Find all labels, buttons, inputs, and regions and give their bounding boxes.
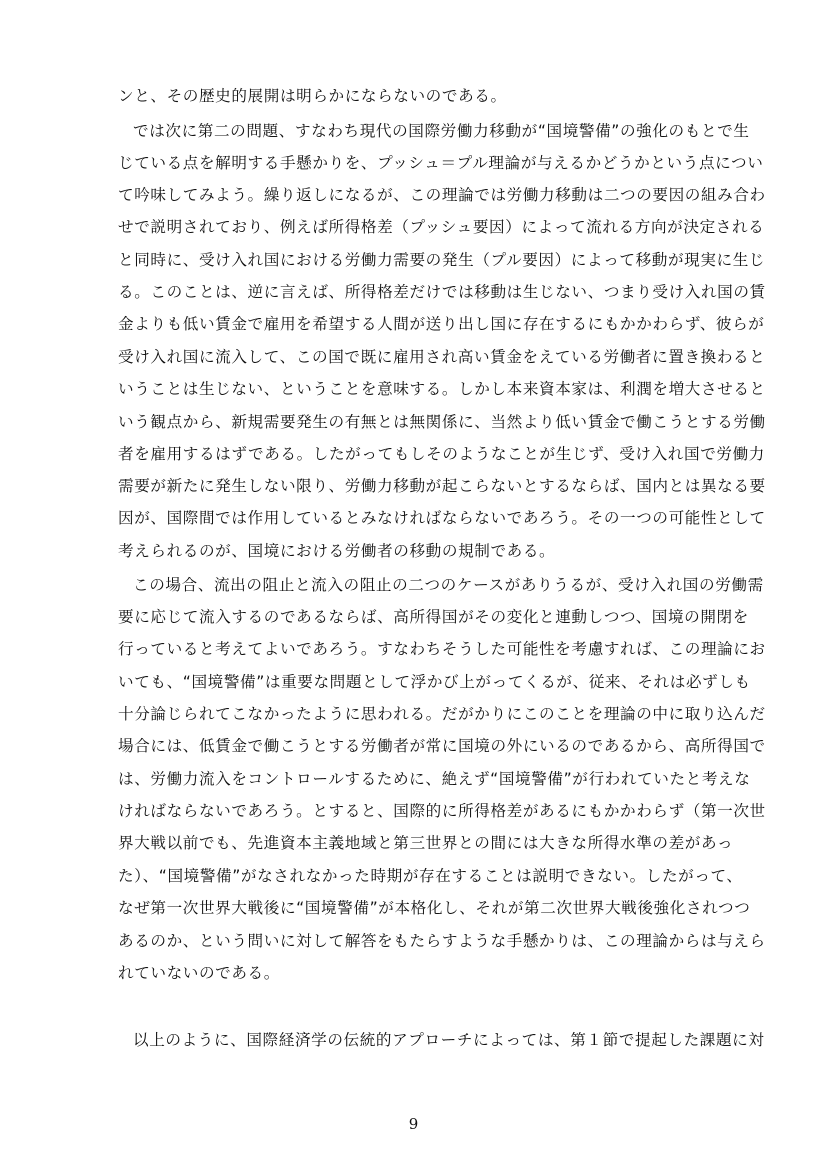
text-line: なぜ第一次世界大戦後に“国境警備”が本格化し、それが第二次世界大戦後強化されつつ — [118, 899, 751, 917]
text-line: 行っていると考えてよいであろう。すなわちそうした可能性を考慮すれば、この理論にお — [118, 640, 766, 658]
text-line: 界大戦以前でも、先進資本主義地域と第三世界との間には大きな所得水準の差があっ — [118, 834, 734, 852]
text-line: 金よりも低い賃金で雇用を希望する人間が送り出し国に存在するにもかかわらず、彼らが — [118, 315, 765, 333]
text-line: れていないのである。 — [118, 964, 280, 982]
text-line: る。このことは、逆に言えば、所得格差だけでは移動は生じない、つまり受け入れ国の賃 — [118, 283, 766, 301]
text-line: て吟味してみよう。繰り返しになるが、この理論では労働力移動は二つの要因の組み合わ — [118, 186, 766, 204]
text-line: た）、“国境警備”がなされなかった時期が存在することは説明できない。したがって、 — [118, 867, 743, 885]
paragraph-start-line: 以上のように、国際経済学の伝統的アプローチによっては、第１節で提起した課題に対 — [133, 1031, 765, 1049]
paragraph-start-line: では次に第二の問題、すなわち現代の国際労働力移動が“国境警備”の強化のもとで生 — [133, 122, 750, 140]
text-line: 需要が新たに発生しない限り、労働力移動が起こらないとするならば、国内とは異なる要 — [118, 477, 766, 495]
text-line: いても、“国境警備”は重要な問題として浮かび上がってくるが、従来、それは必ずしも — [118, 673, 751, 691]
text-line: と同時に、受け入れ国における労働力需要の発生（プル要因）によって移動が現実に生じ — [118, 251, 766, 269]
text-line: 受け入れ国に流入して、この国で既に雇用され高い賃金をえている労働者に置き換わると — [118, 348, 766, 366]
text-line: あるのか、という問いに対して解答をもたらすような手懸かりは、この理論からは与えら — [118, 932, 766, 950]
text-line: じている点を解明する手懸かりを、プッシュ＝プル理論が与えるかどうかという点につい — [118, 154, 764, 172]
text-line: ンと、その歴史的展開は明らかにならないのである。 — [118, 87, 507, 105]
text-line: いうことは生じない、ということを意味する。しかし本来資本家は、利潤を増大させると — [118, 380, 766, 398]
paragraph-start-line: この場合、流出の阻止と流入の阻止の二つのケースがありうるが、受け入れ国の労働需 — [133, 576, 764, 594]
page-number: 9 — [408, 1115, 419, 1133]
text-line: 因が、国際間では作用しているとみなければならないであろう。その一つの可能性として — [118, 509, 766, 527]
text-line: いう観点から、新規需要発生の有無とは無関係に、当然より低い賃金で働こうとする労働 — [118, 413, 766, 431]
text-line: 場合には、低賃金で働こうとする労働者が常に国境の外にいるのであるから、高所得国で — [118, 737, 766, 755]
text-line: 要に応じて流入するのであるならば、高所得国がその変化と連動しつつ、国境の開閉を — [118, 608, 749, 626]
text-line: は、労働力流入をコントロールするために、絶えず“国境警備”が行われていたと考えな — [118, 770, 751, 788]
text-line: せで説明されており、例えば所得格差（プッシュ要因）によって流れる方向が決定される — [118, 218, 765, 236]
text-line: 者を雇用するはずである。したがってもしそのようなことが生じず、受け入れ国で労働力 — [118, 445, 765, 463]
text-line: ければならないであろう。とすると、国際的に所得格差があるにもかかわらず（第一次世 — [118, 802, 766, 820]
text-line: 考えられるのが、国境における労働者の移動の規制である。 — [118, 542, 556, 560]
text-line: 十分論じられてこなかったように思われる。だがかりにこのことを理論の中に取り込んだ — [118, 705, 766, 723]
